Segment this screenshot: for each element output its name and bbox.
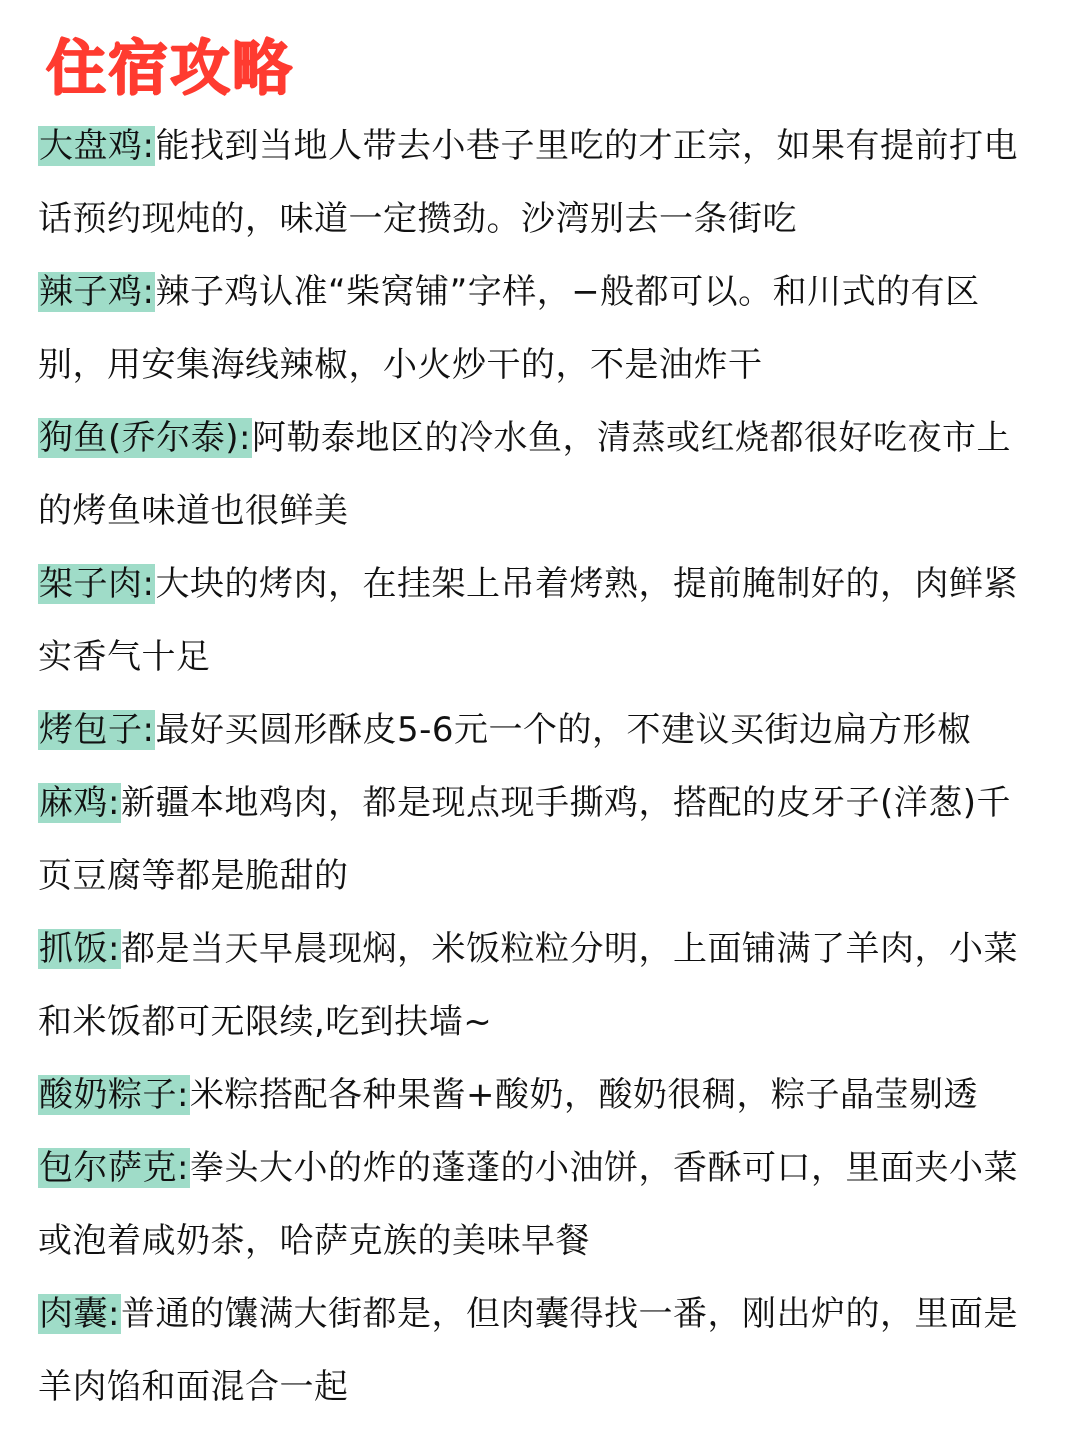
food-description: 普通的馕满大街都是，但肉囊得找一番，刚出炉的，里面是羊肉馅和面混合一起: [38, 1294, 1018, 1407]
food-term-label: 狗鱼(乔尔泰):: [39, 418, 251, 458]
food-description: 阿勒泰地区的冷水鱼，清蒸或红烧都很好吃夜市上的烤鱼味道也很鲜美: [38, 418, 1011, 531]
food-list: [38, 110, 1042, 1424]
food-description: 米粽搭配各种果酱+酸奶，酸奶很稠，粽子晶莹剔透: [189, 1075, 978, 1115]
food-description: 拳头大小的炸的蓬蓬的小油饼，香酥可口，里面夹小菜或泡着咸奶茶，哈萨克族的美味早餐: [38, 1148, 1018, 1261]
food-term-label: 架子肉:: [39, 564, 155, 604]
food-term-label: 大盘鸡:: [39, 126, 155, 166]
food-term-label: 麻鸡:: [39, 783, 120, 823]
food-description: 辣子鸡认准“柴窝铺”字样，−般都可以。和川式的有区别，用安集海线辣椒，小火炒干的，不是油炸干: [38, 272, 980, 385]
food-term-label: 肉囊:: [39, 1294, 120, 1334]
food-term-label: 酸奶粽子:: [39, 1075, 189, 1115]
page-title: 住宿攻略: [46, 34, 294, 104]
food-entry-ounang: [38, 1278, 1042, 1424]
food-entry-kaobaozi: [38, 694, 1042, 767]
food-description: 新疆本地鸡肉，都是现点现手撕鸡，搭配的皮牙子(洋葱)千页豆腐等都是脆甜的: [38, 783, 1011, 896]
food-description: 能找到当地人带去小巷子里吃的才正宗，如果有提前打电话预约现炖的，味道一定攒劲。沙湾别去一条街吃: [38, 126, 1018, 239]
food-entry-gouyu: [38, 402, 1042, 548]
food-entry-suannai-zongzi: [38, 1059, 1042, 1132]
food-entry-baoersake: [38, 1132, 1042, 1278]
food-term-label: 抓饭:: [39, 929, 120, 969]
food-description: 最好买圆形酥皮5-6元一个的，不建议买街边扁方形椒: [155, 710, 972, 750]
food-entry-maji: [38, 767, 1042, 913]
food-entry-jiazirou: [38, 548, 1042, 694]
food-entry-laziji: [38, 256, 1042, 402]
food-description: 大块的烤肉，在挂架上吊着烤熟，提前腌制好的，肉鲜紧实香气十足: [38, 564, 1018, 677]
food-term-label: 辣子鸡:: [39, 272, 155, 312]
food-entry-zhuafan: [38, 913, 1042, 1059]
food-term-label: 包尔萨克:: [39, 1148, 189, 1188]
food-term-label: 烤包子:: [39, 710, 155, 750]
food-entry-dapanji: [38, 110, 1042, 256]
food-description: 都是当天早晨现焖，米饭粒粒分明，上面铺满了羊肉，小菜和米饭都可无限续,吃到扶墙~: [38, 929, 1018, 1042]
